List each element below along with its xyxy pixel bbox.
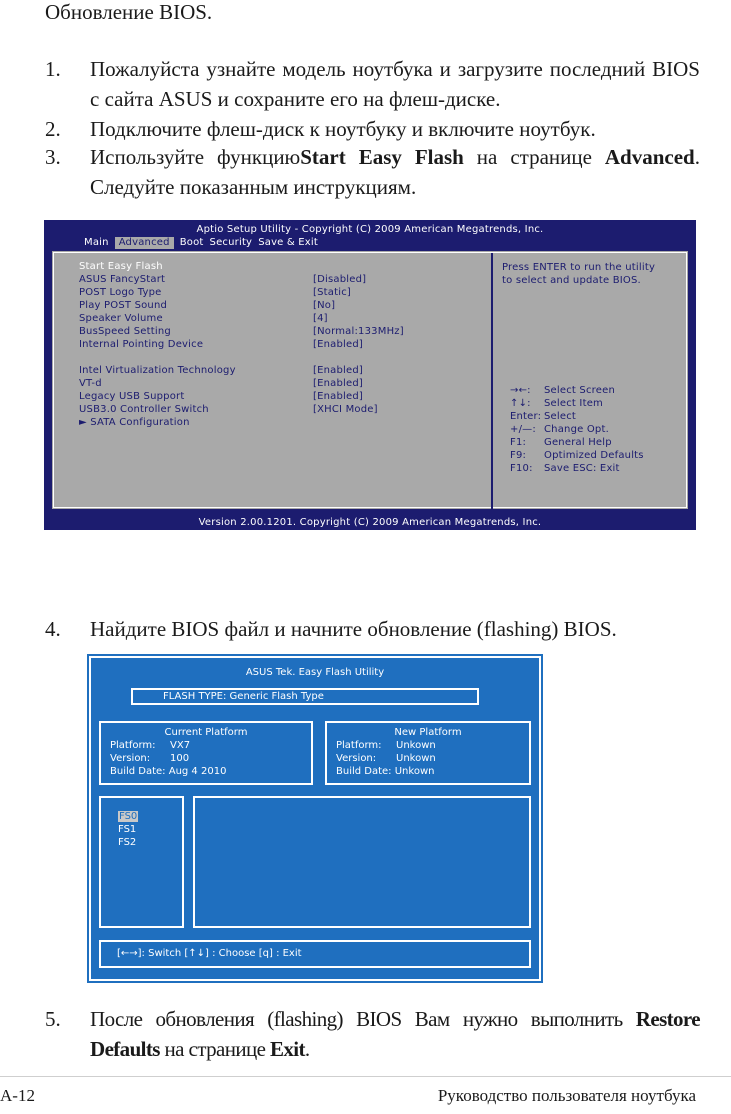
bios-panel-divider	[491, 253, 493, 509]
current-platform-box	[99, 721, 313, 785]
bios-footer: Version 2.00.1201. Copyright (C) 2009 American Megatrends, Inc.	[198, 517, 542, 528]
key-name: ↑↓:	[510, 398, 531, 409]
key-row	[510, 384, 644, 397]
drive-label: FS0	[119, 811, 138, 822]
option-label: Speaker Volume	[79, 313, 163, 324]
option-value: [Disabled]	[313, 274, 367, 285]
bios-option-busspeed[interactable]	[79, 325, 479, 338]
option-label: BusSpeed Setting	[79, 326, 171, 337]
step-text-part: Используйте функцию	[90, 145, 301, 169]
bios-tab-advanced[interactable]: Advanced	[115, 237, 174, 249]
key-desc: Optimized Defaults	[544, 450, 644, 461]
build-date: Build Date: Aug 4 2010	[110, 766, 227, 777]
step-bold-advanced: Advanced	[604, 145, 695, 169]
version-key: Version:	[110, 753, 151, 764]
option-value: [Enabled]	[313, 378, 364, 389]
version-key: Version:	[336, 753, 377, 764]
bios-option-usb3-switch[interactable]	[79, 403, 479, 416]
bios-panel	[50, 249, 690, 511]
key-row	[510, 397, 644, 410]
key-row	[510, 436, 644, 449]
step-2	[45, 114, 700, 144]
page-footer-title: Руководство пользователя ноутбука	[437, 1086, 696, 1105]
platform-line	[327, 739, 529, 752]
step-text-part: .	[304, 1037, 310, 1061]
bios-option-play-post-sound[interactable]	[79, 299, 479, 312]
option-label: VT-d	[79, 378, 102, 389]
bios-option-speaker-volume[interactable]	[79, 312, 479, 325]
help-line: Press ENTER to run the utility	[502, 262, 656, 273]
version-value: 100	[170, 753, 190, 764]
key-row	[510, 462, 644, 475]
key-desc: General Help	[544, 437, 612, 448]
drive-item-fs0[interactable]	[118, 810, 182, 823]
platform-value: Unkown	[396, 740, 436, 751]
option-value: [No]	[313, 300, 336, 311]
key-row	[510, 449, 644, 462]
option-label: Play POST Sound	[79, 300, 168, 311]
key-desc: Change Opt.	[544, 424, 609, 435]
version-line	[101, 752, 311, 765]
version-value: Unkown	[396, 753, 436, 764]
step-number: 3.	[45, 145, 61, 169]
bios-tab-save-exit[interactable]: Save & Exit	[258, 237, 319, 248]
option-label: Internal Pointing Device	[79, 339, 204, 350]
step-number: 1.	[45, 57, 61, 81]
step-number: 4.	[45, 617, 61, 641]
option-label: Intel Virtualization Technology	[79, 365, 236, 376]
step-number: 2.	[45, 117, 61, 141]
bios-menubar	[84, 237, 324, 249]
step-text-part: на странице	[159, 1037, 270, 1061]
step-text	[90, 1004, 700, 1064]
step-5	[45, 1004, 700, 1064]
easy-flash-screen	[89, 656, 541, 981]
key-name: F9:	[510, 450, 527, 461]
step-text-part: на странице	[463, 145, 605, 169]
bios-tab-main[interactable]: Main	[84, 237, 109, 248]
step-text: Подключите флеш-диск к ноутбуку и включите ноутбук.	[90, 117, 596, 141]
option-label: Legacy USB Support	[79, 391, 185, 402]
key-desc: Select Item	[544, 398, 603, 409]
option-value: [Enabled]	[313, 339, 364, 350]
platform-key: Platform:	[110, 740, 156, 751]
section-heading: Обновление BIOS.	[45, 0, 213, 24]
key-desc: Save ESC: Exit	[544, 463, 620, 474]
step-bold-start-easy-flash: Start Easy Flash	[300, 145, 464, 169]
key-row	[510, 423, 644, 436]
bios-option-spacer	[79, 351, 479, 364]
option-label: POST Logo Type	[79, 287, 162, 298]
bios-option-post-logo-type[interactable]	[79, 286, 479, 299]
bios-setup-screen	[44, 220, 696, 530]
option-label: USB3.0 Controller Switch	[79, 404, 209, 415]
key-row	[510, 410, 644, 423]
bios-option-list	[79, 260, 479, 429]
step-text: Найдите BIOS файл и начните обновление (flashing) BIOS.	[90, 617, 617, 641]
bios-key-legend	[510, 384, 644, 475]
drive-item-fs2[interactable]: FS2	[118, 837, 137, 848]
option-label: ► SATA Configuration	[79, 417, 190, 428]
bios-option-pointing-device[interactable]	[79, 338, 479, 351]
option-value: [Enabled]	[313, 365, 364, 376]
bios-help-text	[502, 261, 682, 287]
option-label: Start Easy Flash	[79, 261, 163, 272]
platform-header: Current Platform	[164, 727, 248, 738]
bios-tab-security[interactable]: Security	[209, 237, 253, 248]
key-desc: Select Screen	[544, 385, 616, 396]
flash-type-box: FLASH TYPE: Generic Flash Type	[131, 688, 479, 705]
bios-option-sata-configuration[interactable]	[79, 416, 479, 429]
key-name: Enter:	[510, 411, 542, 422]
option-value: [XHCI Mode]	[313, 404, 378, 415]
new-platform-box	[325, 721, 531, 785]
bios-option-virtualization[interactable]	[79, 364, 479, 377]
flash-title: ASUS Tek. Easy Flash Utility	[245, 667, 385, 678]
bios-option-fancystart[interactable]	[79, 273, 479, 286]
bios-option-legacy-usb[interactable]	[79, 390, 479, 403]
help-line: to select and update BIOS.	[502, 275, 641, 286]
bios-tab-boot[interactable]: Boot	[179, 237, 204, 248]
step-1	[45, 54, 700, 114]
step-bold-restore-defaults: Restore Defaults	[90, 1007, 700, 1061]
key-name: →←:	[510, 385, 531, 396]
step-number: 5.	[45, 1007, 61, 1031]
version-line	[327, 752, 529, 765]
step-text	[90, 142, 700, 202]
bios-option-vt-d[interactable]	[79, 377, 479, 390]
build-date: Build Date: Unkown	[336, 766, 435, 777]
platform-header: New Platform	[394, 727, 462, 738]
platform-line	[101, 739, 311, 752]
option-value: [Enabled]	[313, 391, 364, 402]
drive-item-fs1[interactable]: FS1	[118, 824, 137, 835]
platform-value: VX7	[170, 740, 191, 751]
step-bold-exit: Exit	[269, 1037, 305, 1061]
key-name: F10:	[510, 463, 533, 474]
footer-divider	[0, 1076, 731, 1077]
flash-key-legend: [←→]: Switch [↑↓] : Choose [q] : Exit	[99, 940, 531, 968]
option-value: [Normal:133MHz]	[313, 326, 404, 337]
key-desc: Select	[544, 411, 577, 422]
step-text-part: После обновления (flashing) BIOS Вам нужно выполнить	[90, 1007, 636, 1031]
platform-key: Platform:	[336, 740, 382, 751]
option-value: [4]	[313, 313, 328, 324]
drive-list	[99, 796, 184, 928]
key-name: F1:	[510, 437, 527, 448]
step-4	[45, 614, 700, 644]
step-text-part: . Следуйте показанным инструкциям.	[90, 145, 700, 199]
key-name: +/—:	[510, 424, 536, 435]
file-list[interactable]	[193, 796, 531, 928]
option-label: ASUS FancyStart	[79, 274, 166, 285]
step-text: Пожалуйста узнайте модель ноутбука и загрузите последний BIOS с сайта ASUS и сохраните его на флеш-диске.	[90, 57, 700, 111]
page-number: A-12	[0, 1086, 35, 1105]
bios-title: Aptio Setup Utility - Copyright (C) 2009 American Megatrends, Inc.	[196, 224, 544, 235]
bios-option-start-easy-flash[interactable]	[79, 260, 479, 273]
option-value: [Static]	[313, 287, 351, 298]
step-3	[45, 142, 700, 202]
